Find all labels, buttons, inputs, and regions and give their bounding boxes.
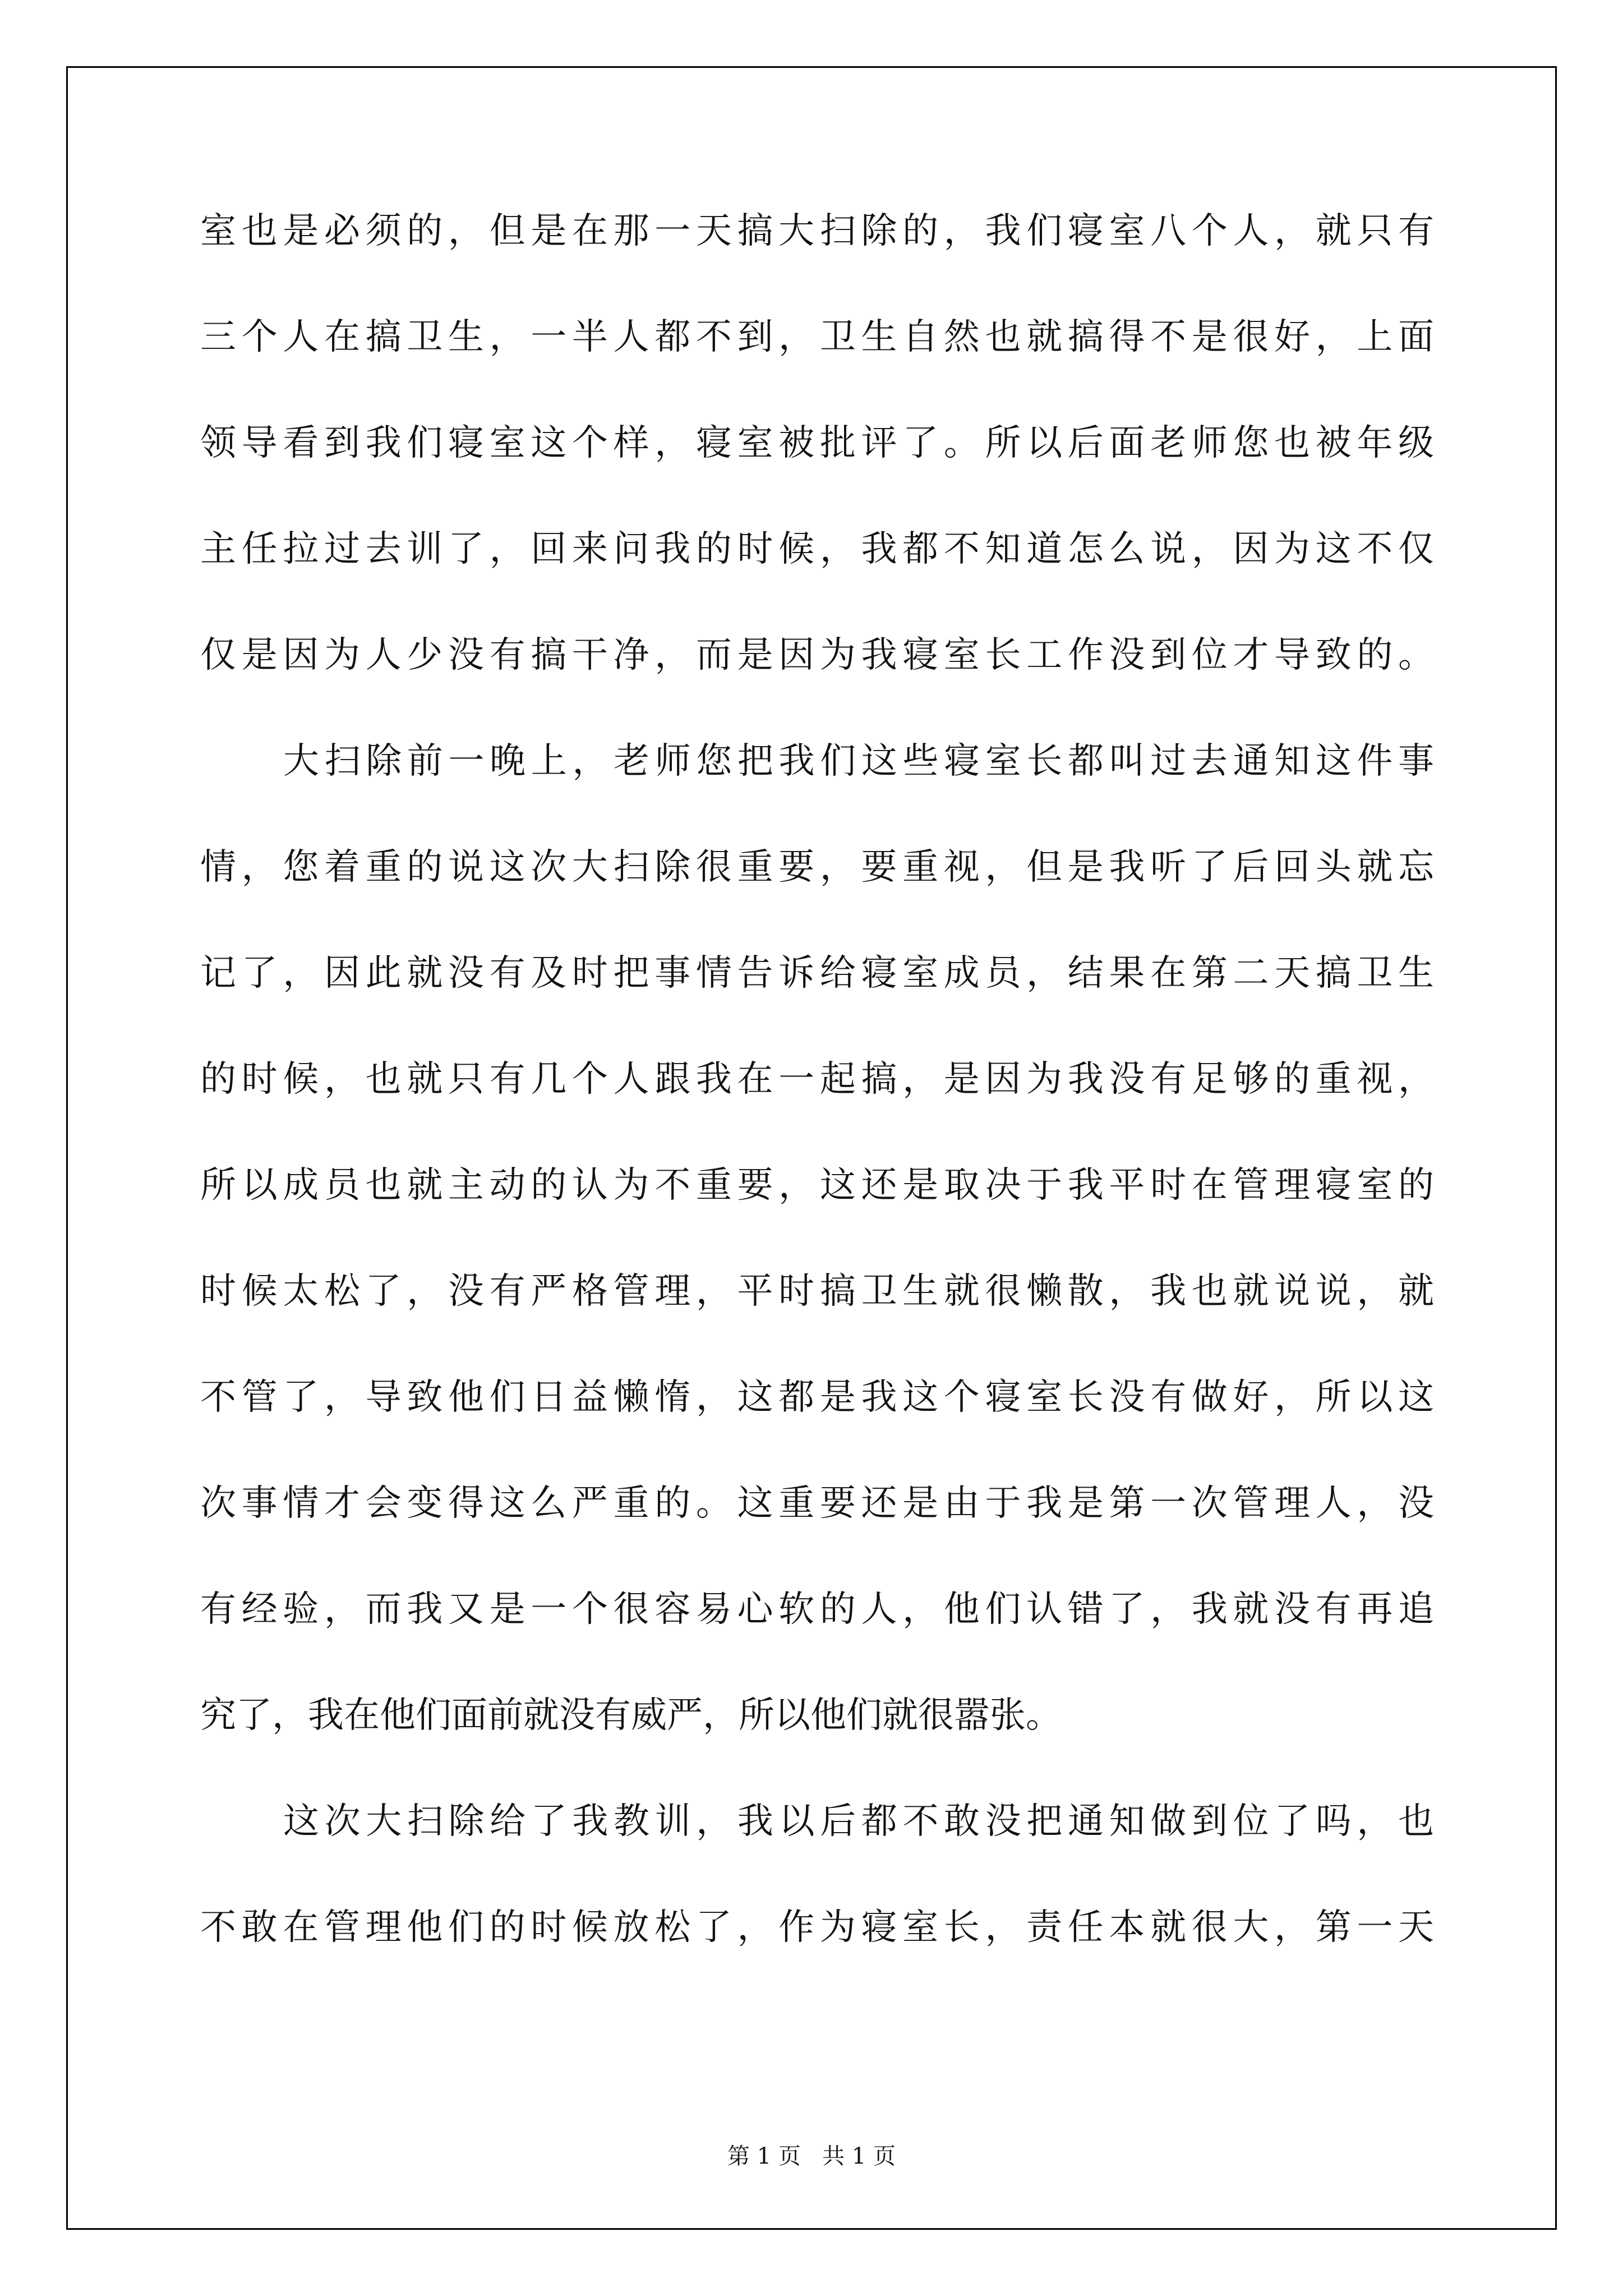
text-line: 仅是因为人少没有搞干净，而是因为我寝室长工作没到位才导致的。	[200, 634, 1434, 676]
text-line: 不管了，导致他们日益懒惰，这都是我这个寝室长没有做好，所以这	[200, 1377, 1434, 1418]
text-line: 情，您着重的说这次大扫除很重要，要重视，但是我听了后回头就忘	[200, 846, 1434, 888]
text-line: 三个人在搞卫生，一半人都不到，卫生自然也就搞得不是很好，上面	[200, 316, 1434, 358]
text-line: 有经验，而我又是一个很容易心软的人，他们认错了，我就没有再追	[200, 1589, 1434, 1630]
text-line: 大扫除前一晚上，老师您把我们这些寝室长都叫过去通知这件事	[283, 740, 1434, 782]
text-line: 所以成员也就主动的认为不重要，这还是取决于我平时在管理寝室的	[200, 1165, 1434, 1206]
text-line: 究了，我在他们面前就没有威严，所以他们就很嚣张。	[200, 1695, 1062, 1736]
text-line: 这次大扫除给了我教训，我以后都不敢没把通知做到位了吗，也	[283, 1801, 1434, 1842]
text-line: 记了，因此就没有及时把事情告诉给寝室成员，结果在第二天搞卫生	[200, 953, 1434, 994]
text-line: 室也是必须的，但是在那一天搞大扫除的，我们寝室八个人，就只有	[200, 210, 1434, 252]
page-number-footer: 第 1 页 共 1 页	[727, 2143, 896, 2169]
text-line: 次事情才会变得这么严重的。这重要还是由于我是第一次管理人，没	[200, 1483, 1434, 1524]
text-line: 不敢在管理他们的时候放松了，作为寝室长，责任本就很大，第一天	[200, 1907, 1434, 1948]
text-line: 的时候，也就只有几个人跟我在一起搞，是因为我没有足够的重视，	[200, 1059, 1434, 1100]
body-text	[200, 210, 1434, 2016]
text-line: 时候太松了，没有严格管理，平时搞卫生就很懒散，我也就说说，就	[200, 1271, 1434, 1312]
text-line: 主任拉过去训了，回来问我的时候，我都不知道怎么说，因为这不仅	[200, 528, 1434, 570]
text-line: 领导看到我们寝室这个样，寝室被批评了。所以后面老师您也被年级	[200, 422, 1434, 464]
